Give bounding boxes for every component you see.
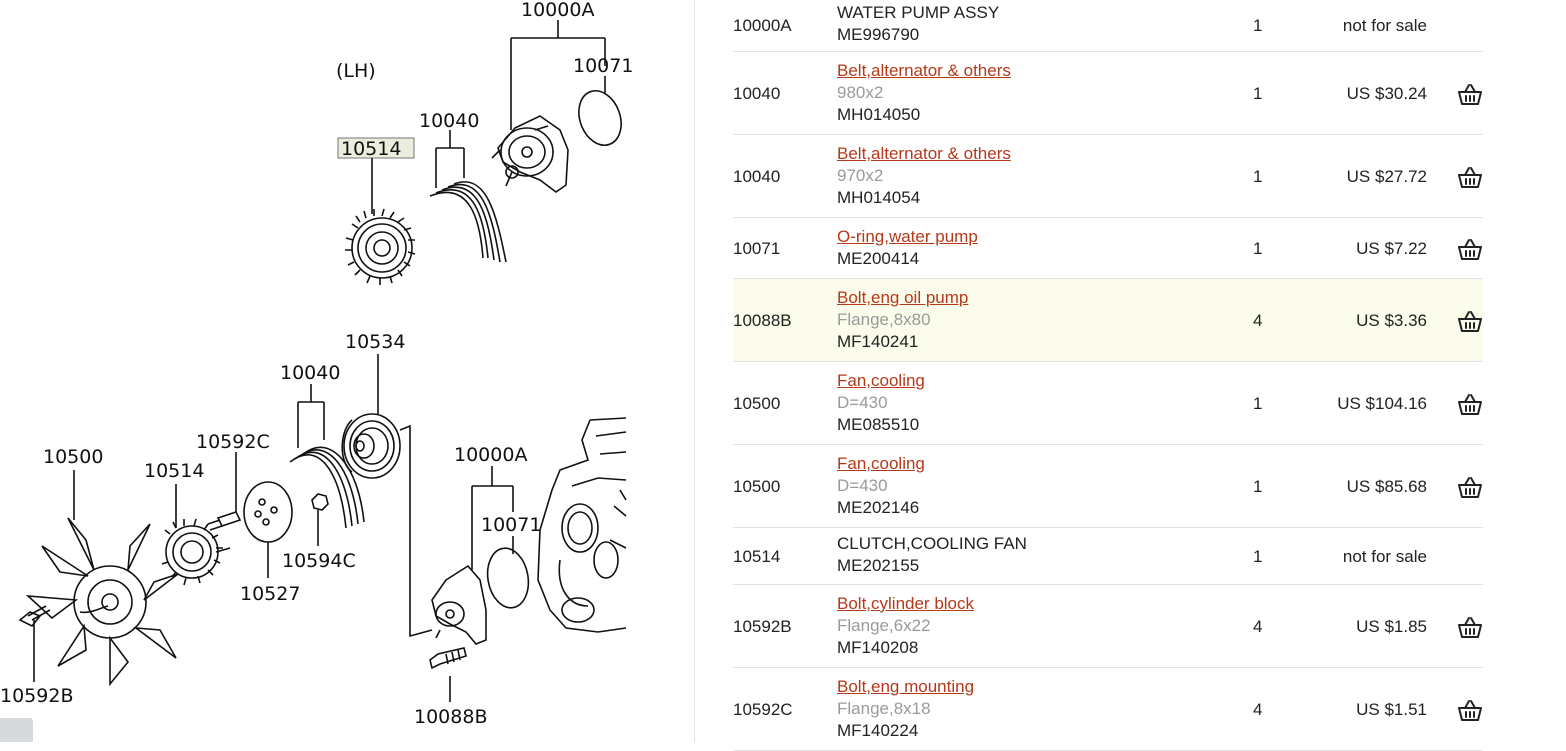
part-description (837, 287, 968, 353)
diagram-label-10071[interactable]: 10071 (573, 55, 634, 77)
diagram-label-lh: (LH) (336, 60, 376, 82)
basket-icon (1457, 476, 1483, 500)
add-to-cart-button[interactable] (1457, 83, 1483, 107)
diagram-label-10527[interactable]: 10527 (240, 583, 301, 605)
basket-icon (1457, 238, 1483, 262)
part-number: MH014054 (837, 188, 921, 207)
part-code: 10000A (733, 16, 792, 35)
table-row (733, 279, 1483, 362)
part-number: ME085510 (837, 415, 920, 434)
table-row (733, 668, 1483, 751)
part-name-link[interactable]: Bolt,eng oil pump (837, 288, 969, 307)
part-code: 10592C (733, 700, 793, 719)
part-code: 10500 (733, 394, 781, 413)
diagram-label-10040-lower[interactable]: 10040 (280, 362, 341, 384)
part-qty: 4 (1253, 311, 1263, 330)
part-description (837, 593, 974, 659)
basket-icon (1457, 166, 1483, 190)
part-description (837, 143, 1011, 209)
part-price: US $30.24 (1346, 84, 1427, 103)
part-code: 10040 (733, 167, 781, 186)
diagram-label-10000a-lower[interactable]: 10000A (454, 444, 528, 466)
part-spec: Flange,8x18 (837, 699, 931, 718)
table-row (733, 218, 1483, 279)
diagram-label-10514-lower[interactable]: 10514 (144, 460, 205, 482)
part-description (837, 226, 978, 270)
part-description (837, 676, 974, 742)
part-description (837, 453, 925, 519)
part-spec: Flange,8x80 (837, 310, 931, 329)
part-price: not for sale (1342, 547, 1427, 566)
part-number: MF140224 (837, 721, 919, 740)
table-row (733, 52, 1483, 135)
part-qty: 1 (1253, 239, 1263, 258)
part-price: US $3.36 (1356, 311, 1427, 330)
part-number: ME996790 (837, 25, 920, 44)
table-row (733, 0, 1483, 52)
part-spec: D=430 (837, 476, 888, 495)
part-price: not for sale (1342, 16, 1427, 35)
basket-icon (1457, 310, 1483, 334)
part-name: WATER PUMP ASSY (837, 3, 1000, 22)
add-to-cart-button[interactable] (1457, 699, 1483, 723)
part-qty: 1 (1253, 477, 1263, 496)
basket-icon (1457, 393, 1483, 417)
table-row (733, 135, 1483, 218)
table-row (733, 445, 1483, 528)
diagram-label-10000a[interactable]: 10000A (521, 0, 595, 21)
diagram-label-10088b[interactable]: 10088B (414, 706, 488, 728)
part-spec: 980x2 (837, 83, 884, 102)
diagram-label-10534[interactable]: 10534 (345, 331, 406, 353)
part-price: US $7.22 (1356, 239, 1427, 258)
part-number: MF140241 (837, 332, 919, 351)
parts-table (733, 0, 1483, 751)
part-code: 10088B (733, 311, 792, 330)
part-spec: Flange,6x22 (837, 616, 931, 635)
part-spec: D=430 (837, 393, 888, 412)
part-qty: 1 (1253, 547, 1263, 566)
part-number: MF140208 (837, 638, 919, 657)
diagram-label-10514[interactable]: 10514 (341, 138, 402, 160)
basket-icon (1457, 83, 1483, 107)
part-price: US $1.51 (1356, 700, 1427, 719)
part-description (837, 2, 999, 46)
part-number: ME202146 (837, 498, 920, 517)
part-description (837, 533, 1027, 577)
add-to-cart-button[interactable] (1457, 393, 1483, 417)
part-qty: 4 (1253, 700, 1263, 719)
diagram-label-10592c[interactable]: 10592C (196, 431, 270, 453)
table-row (733, 585, 1483, 668)
part-price: US $1.85 (1356, 617, 1427, 636)
part-number: MH014050 (837, 105, 921, 124)
part-code: 10592B (733, 617, 792, 636)
part-name-link[interactable]: Fan,cooling (837, 454, 925, 473)
table-row (733, 362, 1483, 445)
diagram-label-10500[interactable]: 10500 (43, 446, 104, 468)
part-price: US $85.68 (1346, 477, 1427, 496)
part-qty: 1 (1253, 84, 1263, 103)
diagram-label-10592b[interactable]: 10592B (0, 685, 74, 707)
basket-icon (1457, 616, 1483, 640)
diagram-label-10071-lower[interactable]: 10071 (481, 514, 542, 536)
part-qty: 1 (1253, 394, 1263, 413)
part-code: 10040 (733, 84, 781, 103)
part-description (837, 370, 925, 436)
add-to-cart-button[interactable] (1457, 310, 1483, 334)
part-name-link[interactable]: Bolt,eng mounting (837, 677, 975, 696)
parts-diagram-drawing (0, 0, 694, 742)
part-code: 10071 (733, 239, 781, 258)
add-to-cart-button[interactable] (1457, 166, 1483, 190)
part-name-link[interactable]: Fan,cooling (837, 371, 925, 390)
table-row (733, 528, 1483, 585)
part-code: 10500 (733, 477, 781, 496)
part-qty: 1 (1253, 16, 1263, 35)
part-number: ME200414 (837, 249, 920, 268)
part-qty: 1 (1253, 167, 1263, 186)
part-name: CLUTCH,COOLING FAN (837, 534, 1027, 553)
part-code: 10514 (733, 547, 781, 566)
part-name-link[interactable]: Bolt,cylinder block (837, 594, 975, 613)
add-to-cart-button[interactable] (1457, 238, 1483, 262)
part-number: ME202155 (837, 556, 920, 575)
basket-icon (1457, 699, 1483, 723)
part-name-link[interactable]: O-ring,water pump (837, 227, 978, 246)
part-name-link[interactable]: Belt,alternator & others (837, 61, 1011, 80)
diagram-label-10040[interactable]: 10040 (419, 110, 480, 132)
panel-divider[interactable] (694, 0, 695, 742)
part-price: US $104.16 (1337, 394, 1427, 413)
diagram-label-10594c[interactable]: 10594C (282, 550, 356, 572)
add-to-cart-button[interactable] (1457, 476, 1483, 500)
parts-diagram[interactable] (0, 0, 694, 742)
panel-tab[interactable] (0, 718, 33, 742)
part-name-link[interactable]: Belt,alternator & others (837, 144, 1011, 163)
add-to-cart-button[interactable] (1457, 616, 1483, 640)
part-description (837, 60, 1011, 126)
part-price: US $27.72 (1346, 167, 1427, 186)
part-qty: 4 (1253, 617, 1263, 636)
part-spec: 970x2 (837, 166, 884, 185)
